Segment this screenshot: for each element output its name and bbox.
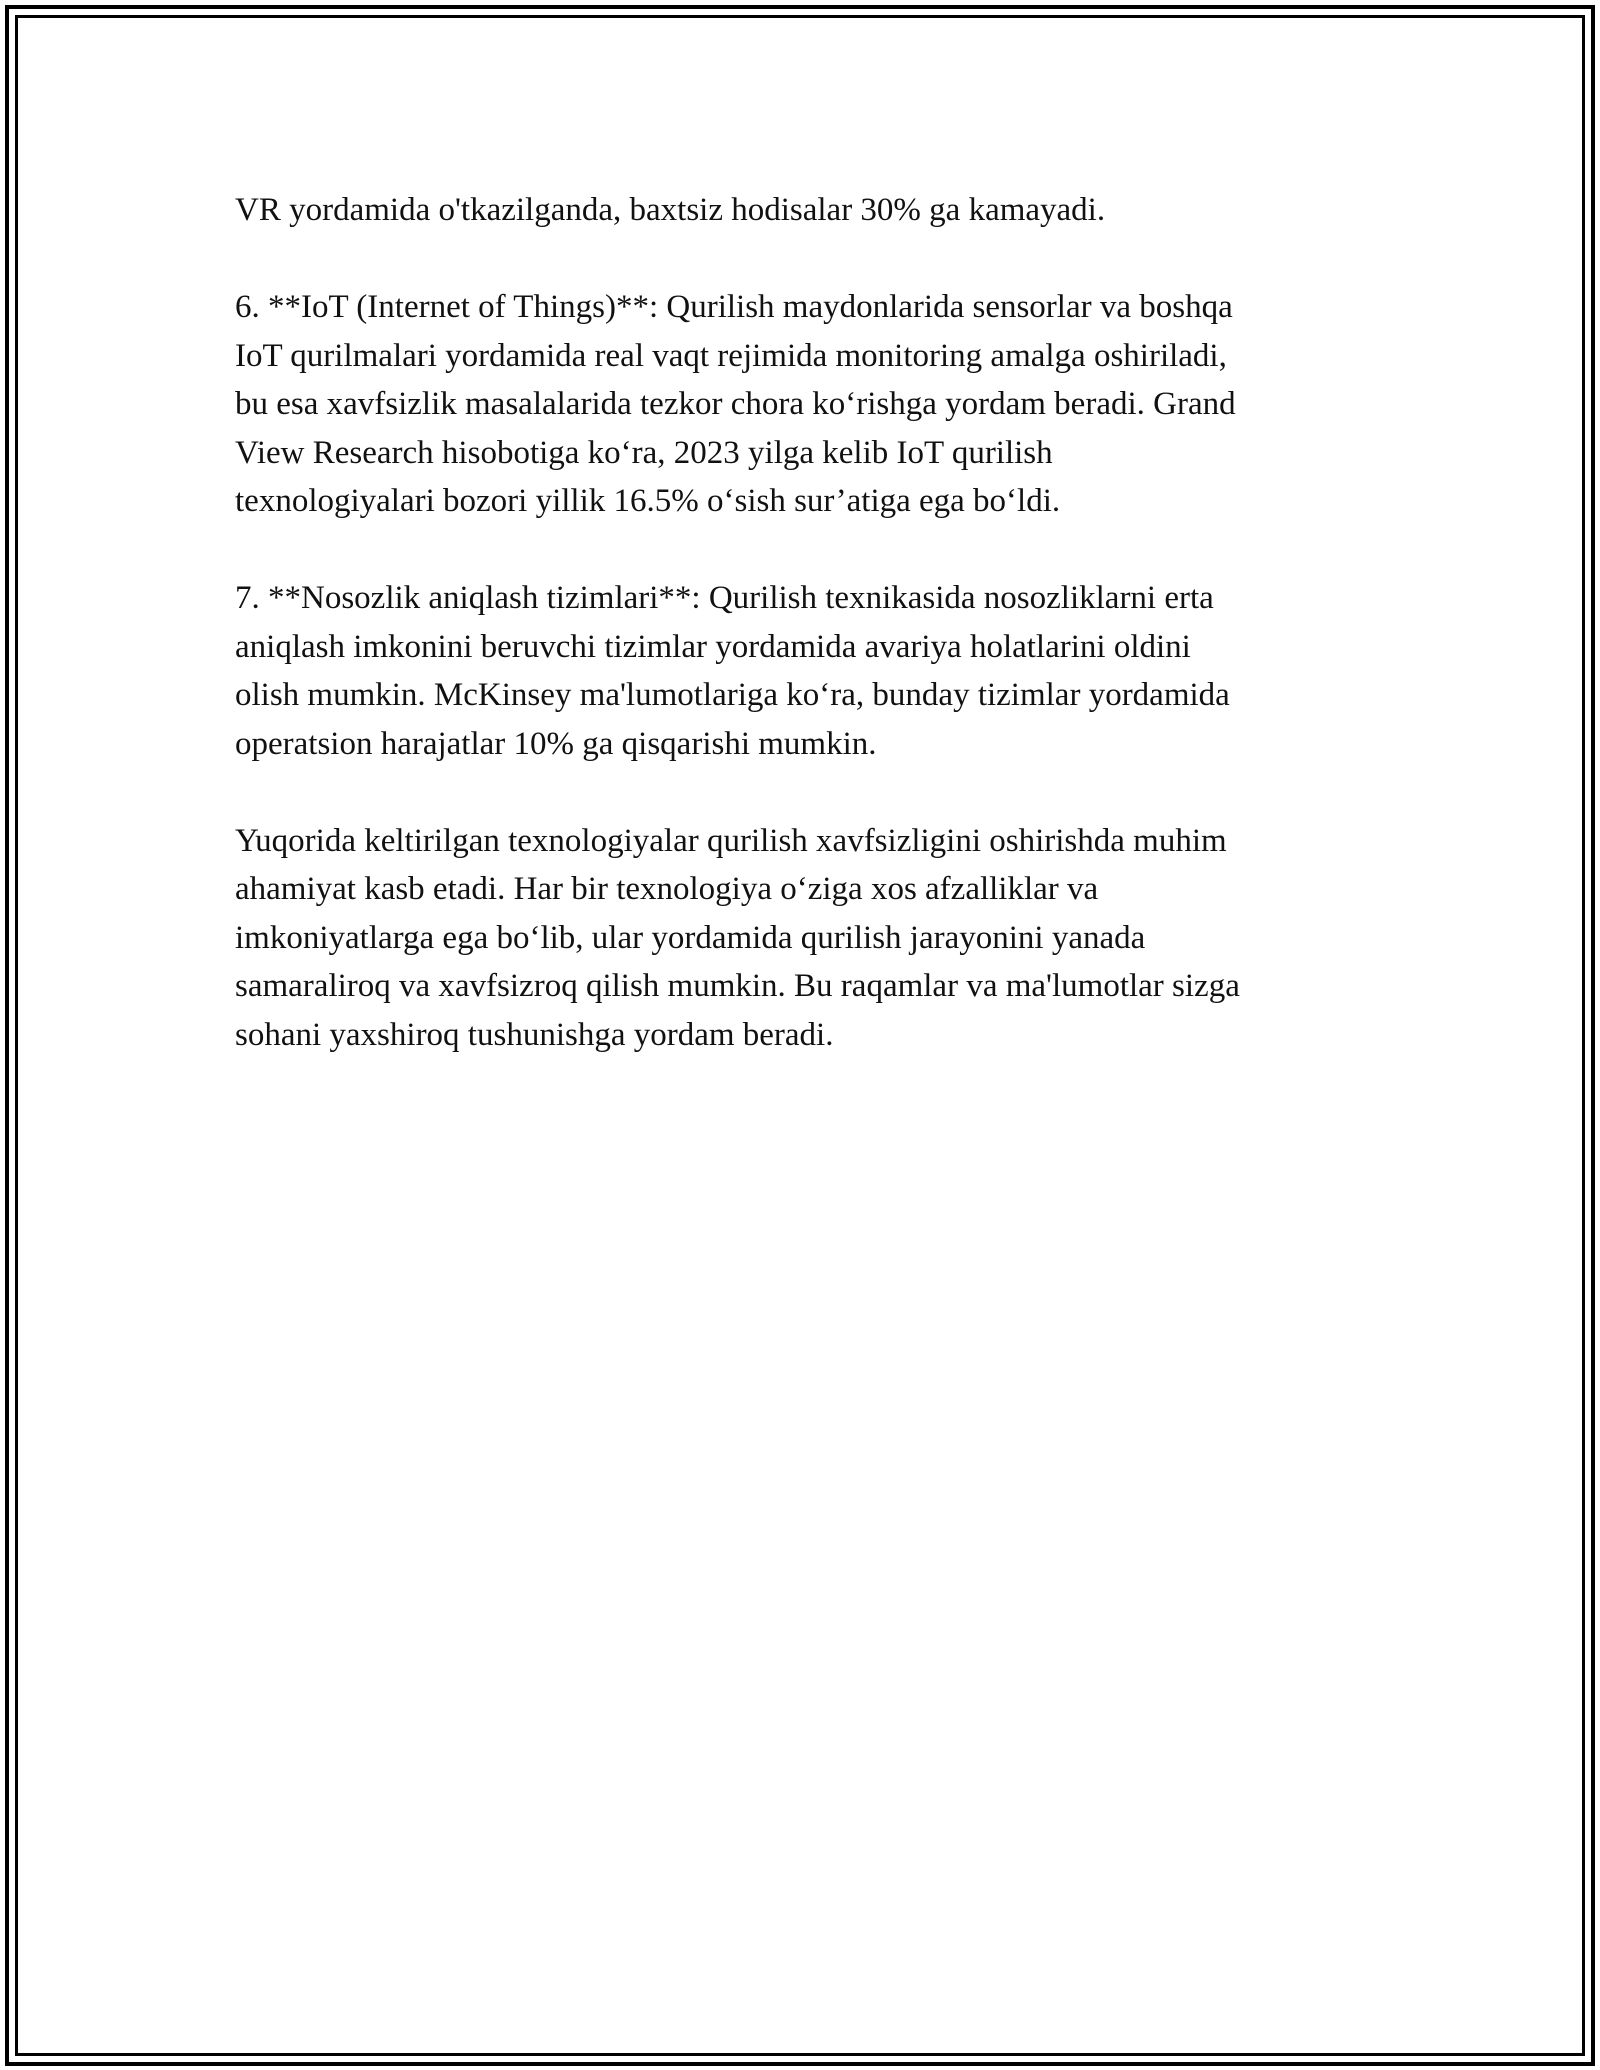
paragraph-vr-continuation: VR yordamida o'tkazilganda, baxtsiz hodisalar 30% ga kamayadi. xyxy=(235,192,1106,228)
paragraph-iot: 6. **IoT (Internet of Things)**: Qurilish maydonlarida sensorlar va boshqa IoT qurilmalari yordamida real vaqt rejimida monitoring amalga oshiriladi, bu esa xavfsizlik masalalarida tezkor chora ko‘rishga yordam beradi. Grand View Research hisobotiga ko‘ra, 2023 yilga kelib IoT qurilish texnologiyalari bozori yillik 16.5% o‘sish sur’atiga ega bo‘ldi. xyxy=(235,289,1236,519)
paragraph-conclusion: Yuqorida keltirilgan texnologiyalar qurilish xavfsizligini oshirishda muhim ahamiyat kasb etadi. Har bir texnologiya o‘ziga xos afzalliklar va imkoniyatlarga ega bo‘lib, ular yordamida qurilish jarayonini yanada samaraliroq va xavfsizroq qilish mumkin. Bu raqamlar va ma'lumotlar sizga sohani yaxshiroq tushunishga yordam beradi. xyxy=(235,822,1240,1053)
paragraph-fault-detection: 7. **Nosozlik aniqlash tizimlari**: Qurilish texnikasida nosozliklarni erta aniqlash imkonini beruvchi tizimlar yordamida avariya holatlarini oldini olish mumkin. McKinsey ma'lumotlariga ko‘ra, bunday tizimlar yordamida operatsion harajatlar 10% ga qisqarishi mumkin. xyxy=(235,580,1230,762)
document-body xyxy=(235,186,1375,1059)
